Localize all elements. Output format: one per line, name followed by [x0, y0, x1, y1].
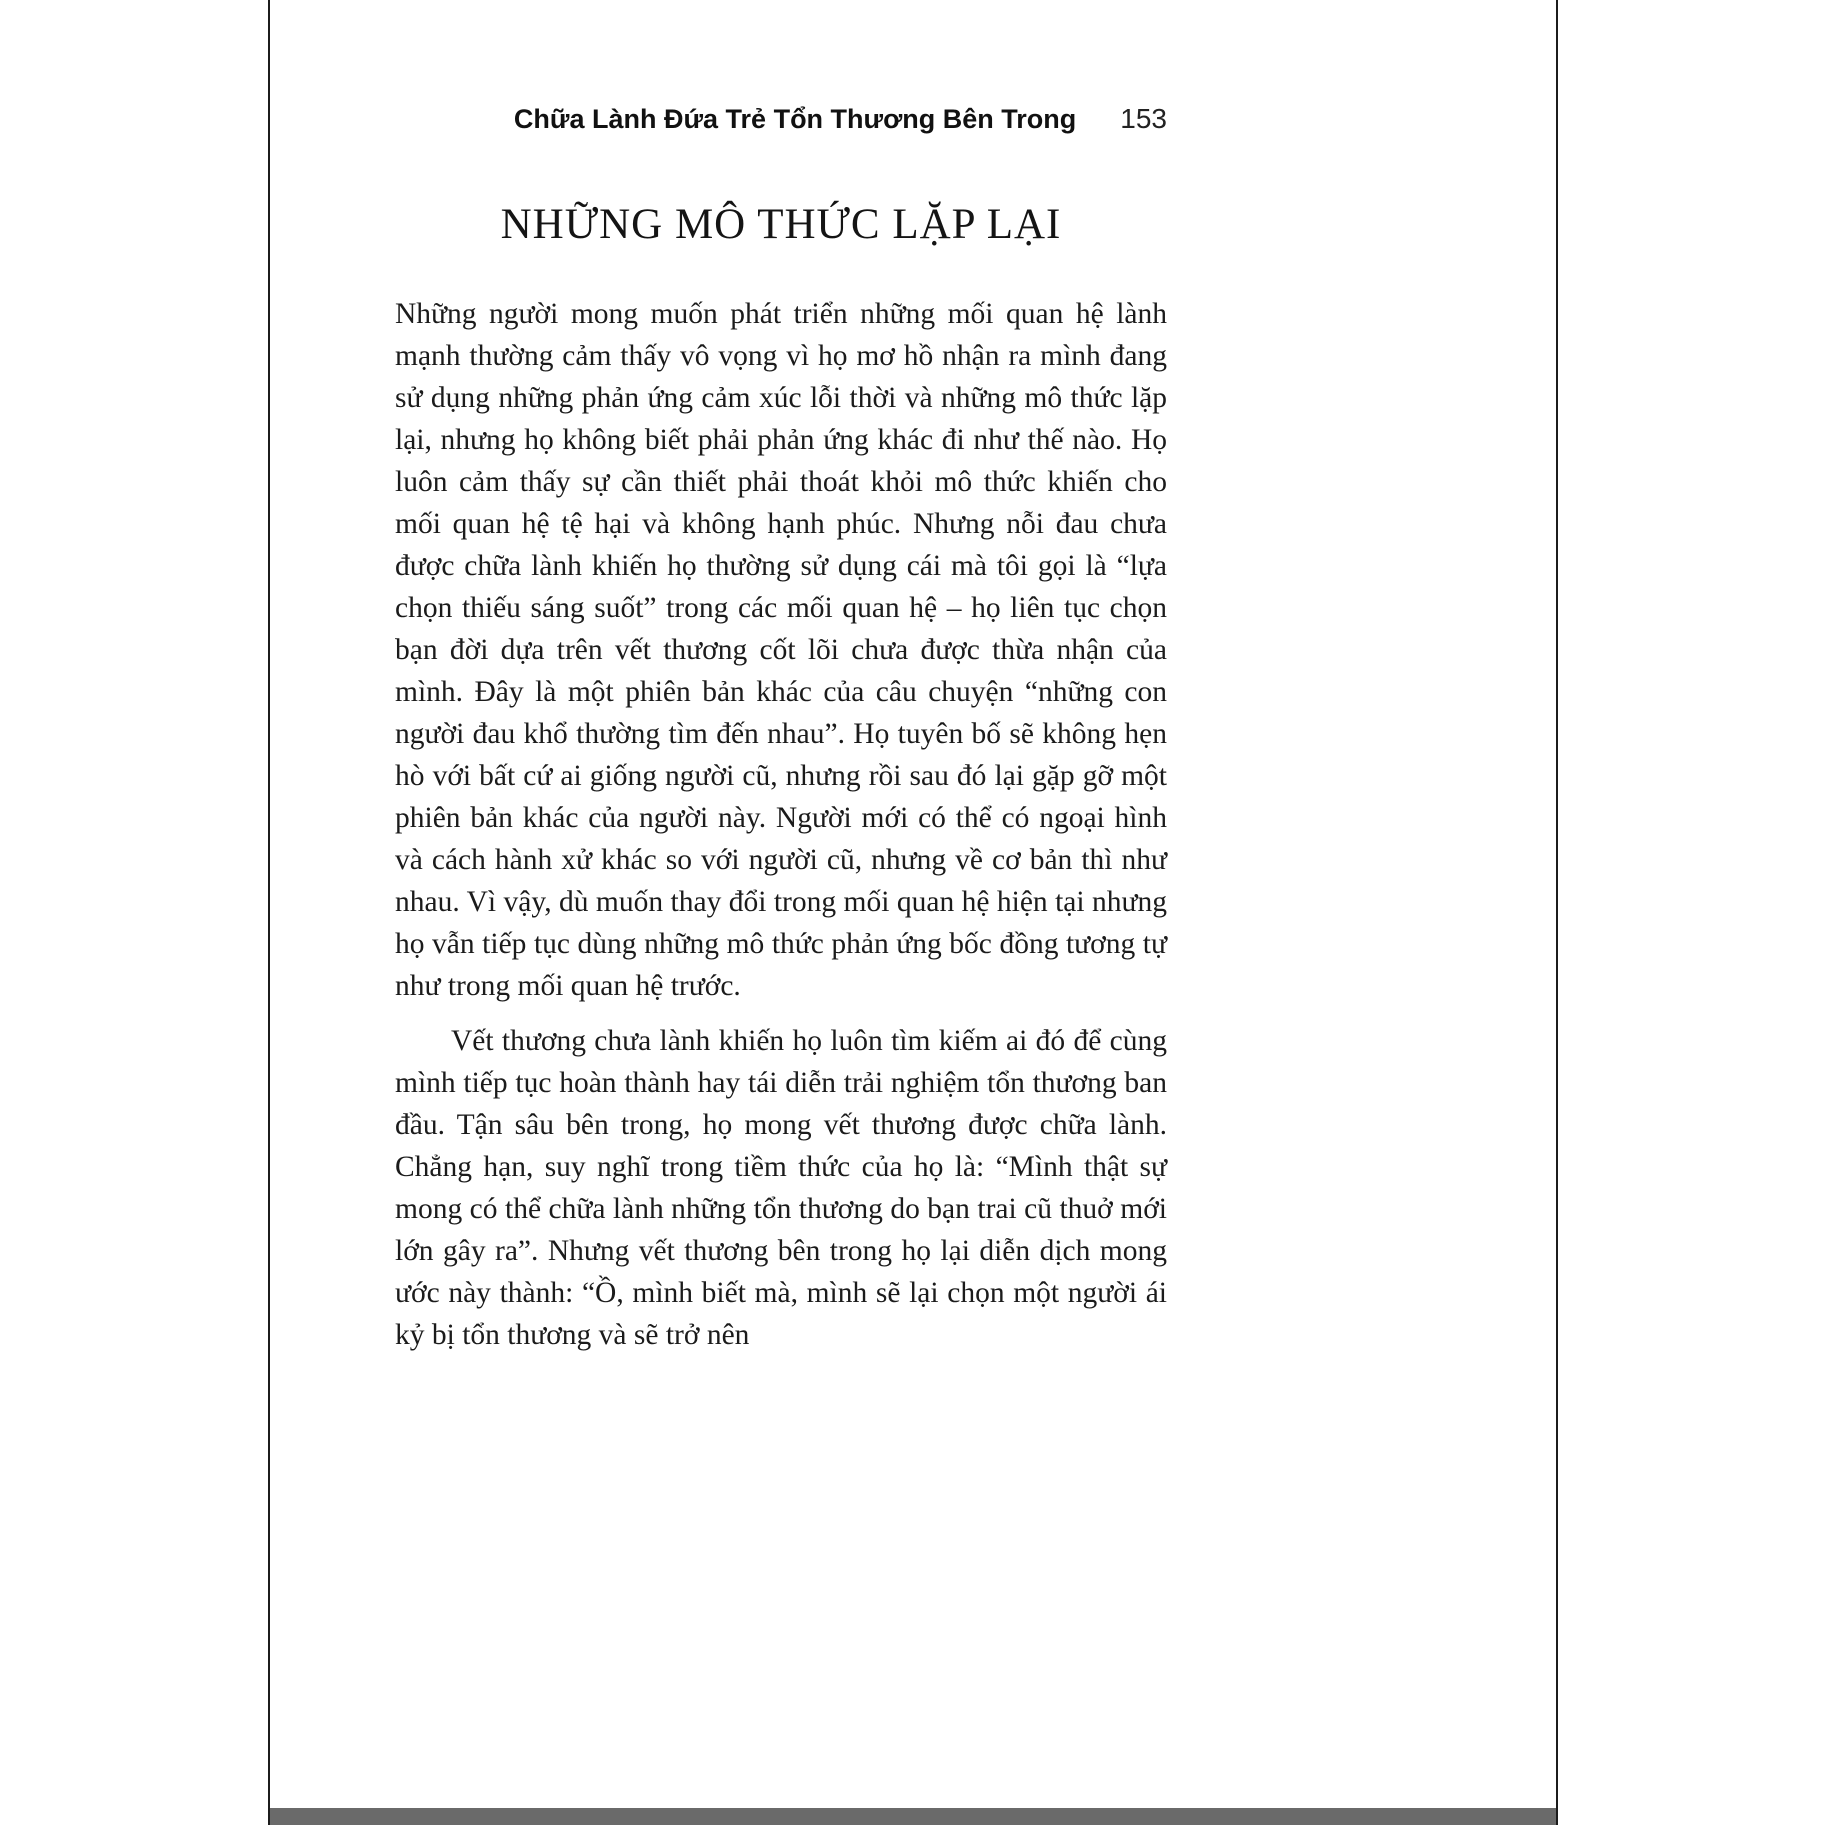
running-title: Chữa Lành Đứa Trẻ Tổn Thương Bên Trong	[513, 104, 1077, 134]
book-page	[268, 0, 1558, 1825]
page-bottom-edge	[270, 1808, 1556, 1825]
paragraph-2: Vết thương chưa lành khiến họ luôn tìm kiếm ai đó để cùng mình tiếp tục hoàn thành hay tái diễn trải nghiệm tổn thương ban đầu. Tận sâu bên trong, họ mong vết thương được chữa lành. Chẳng hạn, suy nghĩ trong tiềm thức của họ là: “Mình thật sự mong có thể chữa lành những tổn thương do bạn trai cũ thuở mới lớn gây ra”. Nhưng vết thương bên trong họ lại diễn dịch mong ước này thành: “Ồ, mình biết mà, mình sẽ lại chọn một người ái kỷ bị tổn thương và sẽ trở nên	[395, 1025, 1167, 1351]
chapter-title: NHỮNG MÔ THỨC LẶP LẠI	[500, 201, 1062, 248]
body-text	[395, 293, 1167, 1356]
page-number: 153	[1120, 103, 1167, 134]
running-head	[395, 103, 1167, 135]
paragraph-1: Những người mong muốn phát triển những mối quan hệ lành mạnh thường cảm thấy vô vọng vì họ mơ hồ nhận ra mình đang sử dụng những phản ứng cảm xúc lỗi thời và những mô thức lặp lại, nhưng họ không biết phải phản ứng khác đi như thế nào. Họ luôn cảm thấy sự cần thiết phải thoát khỏi mô thức khiến cho mối quan hệ tệ hại và không hạnh phúc. Nhưng nỗi đau chưa được chữa lành khiến họ thường sử dụng cái mà tôi gọi là “lựa chọn thiếu sáng suốt” trong các mối quan hệ – họ liên tục chọn bạn đời dựa trên vết thương cốt lõi chưa được thừa nhận của mình. Đây là một phiên bản khác của câu chuyện “những con người đau khổ thường tìm đến nhau”. Họ tuyên bố sẽ không hẹn hò với bất cứ ai giống người cũ, nhưng rồi sau đó lại gặp gỡ một phiên bản khác của người này. Người mới có thể có ngoại hình và cách hành xử khác so với người cũ, nhưng về cơ bản thì như nhau. Vì vậy, dù muốn thay đổi trong mối quan hệ hiện tại nhưng họ vẫn tiếp tục dùng những mô thức phản ứng bốc đồng tương tự như trong mối quan hệ trước.	[395, 298, 1167, 1002]
